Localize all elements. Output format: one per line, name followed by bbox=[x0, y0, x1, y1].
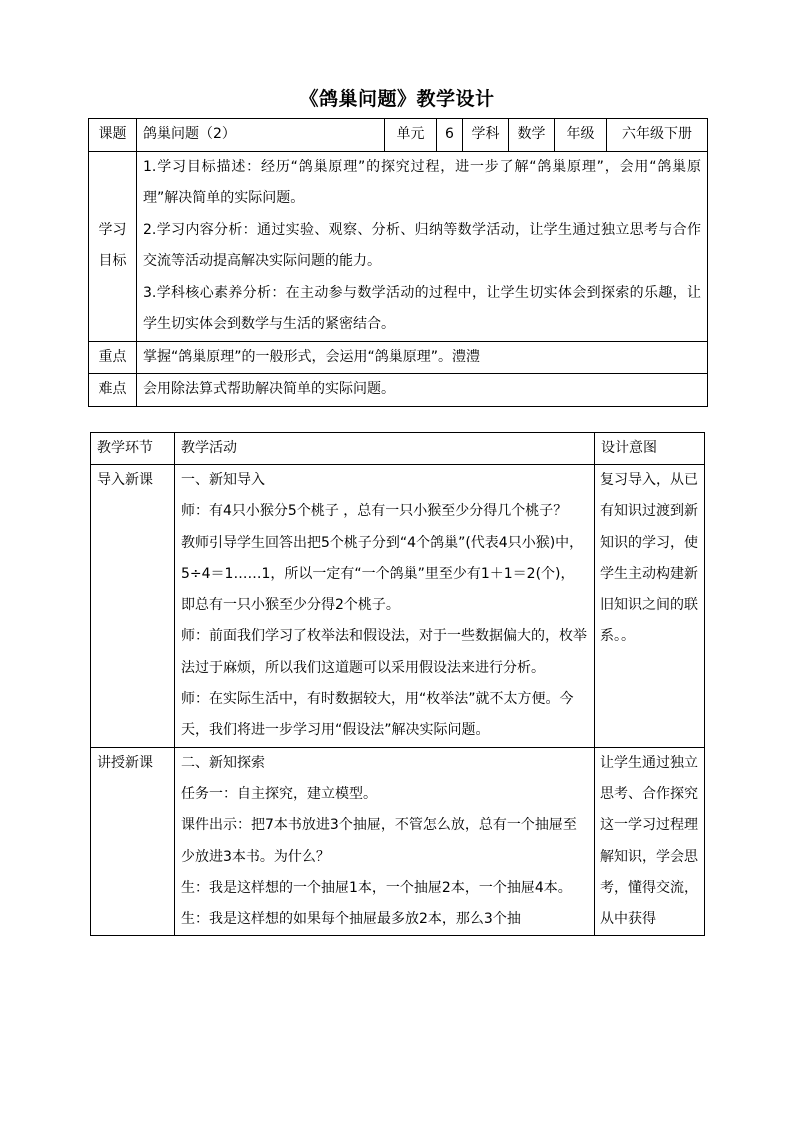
activity-line: 生：我是这样想的如果每个抽屉最多放2本，那么3个抽 bbox=[181, 911, 521, 928]
activity-line: 师：在实际生活中，有时数据较大，用“枚举法”就不太方便。今天，我们将进一步学习用“假设法”解决实际问题。 bbox=[181, 691, 574, 739]
activity-line: 师：有4只小猴分5个桃子 ，总有一只小猴至少分得几个桃子？ bbox=[181, 503, 568, 520]
key-point-row bbox=[89, 341, 708, 374]
course-row bbox=[89, 119, 708, 152]
header-intent: 设计意图 bbox=[595, 433, 705, 465]
difficulty-value: 会用除法算式帮助解决简单的实际问题。 bbox=[137, 374, 708, 407]
subject-value: 数学 bbox=[509, 119, 555, 152]
activity-line: 师：前面我们学习了枚举法和假设法，对于一些数据偏大的，枚举法过于麻烦，所以我们这道题可以采用假设法来进行分析。 bbox=[181, 628, 587, 676]
activity-line: 一、新知导入 bbox=[181, 472, 265, 488]
page-title: 《鸽巢问题》教学设计 bbox=[299, 88, 495, 110]
unit-value: 6 bbox=[437, 119, 463, 152]
teaching-plan-table bbox=[90, 432, 705, 936]
header-stage: 教学环节 bbox=[91, 433, 175, 465]
goals-label-line-2: 目标 bbox=[98, 253, 127, 269]
activity-line: 教师引导学生回答出把5个桃子分到“4个鸽巢”(代表4只小猴)中，5÷4＝1……1，所以一定有“一个鸽巢”里至少有1＋1＝2(个)，即总有一只小猴至少分得2个桃子。 bbox=[181, 534, 584, 614]
difficulty-row bbox=[89, 374, 708, 407]
unit-label: 单元 bbox=[385, 119, 437, 152]
key-point-label: 重点 bbox=[89, 341, 137, 374]
grade-label: 年级 bbox=[555, 119, 607, 152]
intent-new-lesson: 让学生通过独立思考、合作探究这一学习过程理解知识，学会思考，懂得交流，从中获得 bbox=[595, 747, 705, 936]
intent-intro: 复习导入，从已有知识过渡到新知识的学习，使学生主动构建新旧知识之间的联系。。 bbox=[595, 465, 705, 748]
activity-new-lesson bbox=[175, 747, 595, 936]
plan-row-intro bbox=[91, 465, 705, 748]
key-point-value: 掌握“鸽巢原理”的一般形式，会运用“鸽巢原理”。澧澧 bbox=[137, 341, 708, 374]
plan-row-new-lesson bbox=[91, 747, 705, 936]
grade-value: 六年级下册 bbox=[607, 119, 708, 152]
activity-line: 任务一：自主探究，建立模型。 bbox=[181, 785, 377, 802]
course-value: 鸽巢问题（2） bbox=[137, 119, 385, 152]
course-info-table bbox=[88, 118, 708, 407]
activity-intro bbox=[175, 465, 595, 748]
goals-label bbox=[89, 151, 137, 341]
goals-content bbox=[137, 151, 708, 341]
difficulty-label: 难点 bbox=[89, 374, 137, 407]
stage-new-lesson: 讲授新课 bbox=[91, 747, 175, 936]
activity-line: 生：我是这样想的一个抽屉1本，一个抽屉2本，一个抽屉4本。 bbox=[181, 879, 572, 896]
activity-line: 课件出示：把7本书放进3个抽屉，不管怎么放，总有一个抽屉至少放进3本书。为什么？ bbox=[181, 817, 577, 865]
goal-item: 1.学习目标描述：经历“鸽巢原理”的探究过程，进一步了解“鸽巢原理”，会用“鸽巢原理”解决简单的实际问题。 bbox=[143, 158, 701, 206]
course-label: 课题 bbox=[89, 119, 137, 152]
plan-header-row bbox=[91, 433, 705, 465]
subject-label: 学科 bbox=[463, 119, 509, 152]
goal-item: 3.学科核心素养分析：在主动参与数学活动的过程中，让学生切实体会到探索的乐趣，让学生切实体会到数学与生活的紧密结合。 bbox=[143, 284, 701, 332]
goals-row bbox=[89, 151, 708, 341]
goal-item: 2.学习内容分析：通过实验、观察、分析、归纳等数学活动，让学生通过独立思考与合作交流等活动提高解决实际问题的能力。 bbox=[143, 221, 701, 269]
activity-line: 二、新知探索 bbox=[181, 754, 265, 771]
header-activity: 教学活动 bbox=[175, 433, 595, 465]
stage-intro: 导入新课 bbox=[91, 465, 175, 748]
goals-label-line-1: 学习 bbox=[98, 221, 127, 238]
